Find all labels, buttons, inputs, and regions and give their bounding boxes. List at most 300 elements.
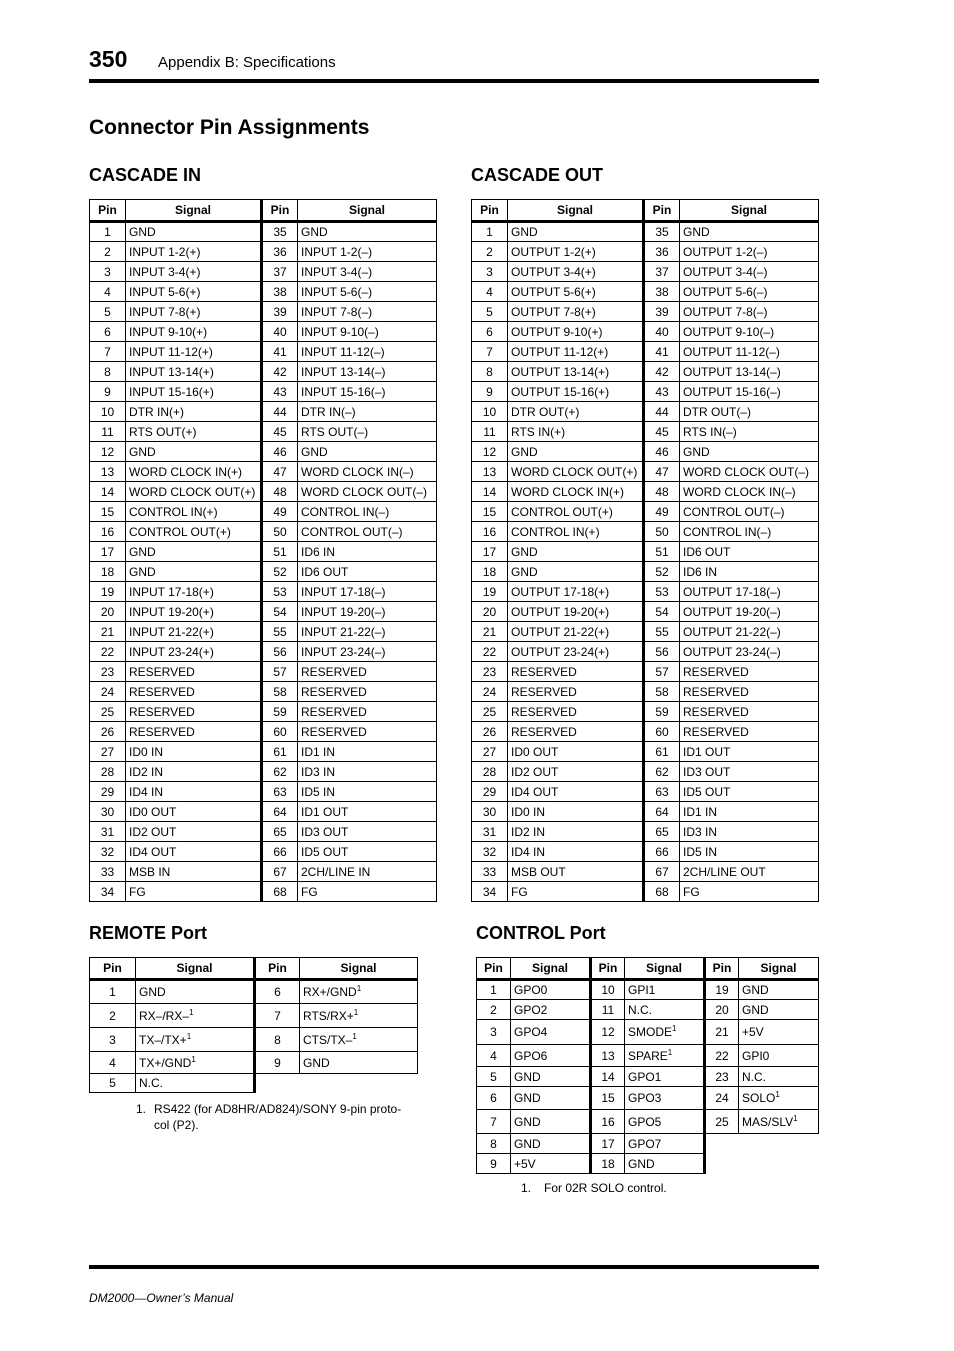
pin-cell: 22 [705,1045,739,1067]
table-row [90,622,437,642]
signal-cell: SMODE$^1$ [625,1020,705,1045]
signal-cell: OUTPUT 13-14(+) [508,362,644,382]
signal-cell: OUTPUT 13-14(–) [680,362,819,382]
signal-cell: OUTPUT 15-16(–) [680,382,819,402]
pin-cell: 4 [90,282,126,302]
col-header-pin: Pin [472,200,508,222]
pin-cell: 34 [90,882,126,902]
pin-cell: 22 [472,642,508,662]
pin-cell: 63 [644,782,680,802]
signal-cell: ID1 IN [680,802,819,822]
footnote-marker: 1 [793,1113,798,1123]
pin-cell: 58 [262,682,298,702]
signal-cell: ID1 OUT [298,802,437,822]
table-row [90,242,437,262]
pin-cell: 18 [472,562,508,582]
signal-cell: WORD CLOCK IN(+) [126,462,262,482]
pin-cell: 15 [472,502,508,522]
table-row [90,462,437,482]
signal-cell: INPUT 17-18(–) [298,582,437,602]
pin-cell: 22 [90,642,126,662]
pin-cell: 55 [262,622,298,642]
table-row [477,1134,819,1154]
pin-cell: 8 [255,1028,300,1052]
remote-footnote [136,1101,436,1135]
signal-cell: WORD CLOCK OUT(+) [126,482,262,502]
pin-cell: 9 [255,1052,300,1074]
signal-cell: GND [739,1000,819,1020]
signal-cell: $TX+/GND^1$ [136,1052,255,1074]
pin-cell: 9 [477,1154,511,1174]
col-header-signal: Signal [298,200,437,222]
table-row [90,980,418,1004]
pin-cell: 36 [644,242,680,262]
signal-cell: OUTPUT 5-6(+) [508,282,644,302]
pin-cell: 25 [705,1110,739,1134]
section-title: Appendix B: Specifications [158,54,336,71]
pin-cell: 67 [644,862,680,882]
table-row [472,882,819,902]
signal-cell: ID4 OUT [508,782,644,802]
pin-cell: 7 [472,342,508,362]
pin-cell: 68 [644,882,680,902]
signal-cell: CONTROL IN(–) [298,502,437,522]
table-row [472,422,819,442]
signal-cell: ID3 IN [680,822,819,842]
signal-cell: ID6 IN [680,562,819,582]
table-row [472,242,819,262]
pin-cell: 45 [262,422,298,442]
pin-cell: 8 [477,1134,511,1154]
pin-cell: 17 [90,542,126,562]
signal-cell: WORD CLOCK OUT(–) [680,462,819,482]
table-row [90,442,437,462]
table-row [472,702,819,722]
table-row [90,782,437,802]
pin-cell: 50 [644,522,680,542]
table-row [472,342,819,362]
pin-cell: 41 [262,342,298,362]
pin-cell: 36 [262,242,298,262]
signal-cell: OUTPUT 7-8(–) [680,302,819,322]
pin-cell: 40 [262,322,298,342]
col-header-pin: Pin [255,958,300,980]
footnote-marker: 1 [352,1031,357,1041]
pin-cell: 37 [262,262,298,282]
table-row [472,822,819,842]
pin-cell: 28 [90,762,126,782]
table-row [90,862,437,882]
signal-cell: RESERVED [298,702,437,722]
signal-cell: GND [511,1067,591,1087]
pin-cell: 14 [591,1067,625,1087]
signal-cell: OUTPUT 23-24(+) [508,642,644,662]
signal-cell: OUTPUT 23-24(–) [680,642,819,662]
signal-cell: CONTROL OUT(+) [508,502,644,522]
pin-cell: 38 [644,282,680,302]
signal-cell: INPUT 17-18(+) [126,582,262,602]
table-row [472,442,819,462]
table-row [472,502,819,522]
signal-cell: OUTPUT 21-22(–) [680,622,819,642]
table-row [90,422,437,442]
cascade-in-table [89,199,437,902]
table-row [90,522,437,542]
signal-cell: DTR IN(–) [298,402,437,422]
pin-cell: 33 [90,862,126,882]
signal-cell: WORD CLOCK IN(–) [680,482,819,502]
signal-cell: ID0 OUT [508,742,644,762]
pin-cell: 64 [262,802,298,822]
table-row [90,662,437,682]
signal-cell: INPUT 9-10(+) [126,322,262,342]
pin-cell: 2 [472,242,508,262]
signal-cell: RESERVED [680,682,819,702]
pin-cell: 18 [90,562,126,582]
empty-cell [255,1074,418,1093]
pin-cell: 66 [262,842,298,862]
pin-cell: 4 [472,282,508,302]
table-row [472,542,819,562]
signal-cell: ID0 IN [508,802,644,822]
table-row [472,282,819,302]
table-row [472,322,819,342]
pin-cell: 10 [591,980,625,1000]
table-row [472,402,819,422]
pin-cell: 3 [477,1020,511,1045]
table-row [90,502,437,522]
table-row [472,862,819,882]
pin-cell: 12 [472,442,508,462]
table-row [90,742,437,762]
footnote-marker: 1 [353,1007,359,1017]
table-row [472,602,819,622]
pin-cell: 17 [472,542,508,562]
pin-cell: 4 [90,1052,136,1074]
control-port-table [476,957,819,1174]
signal-cell: DTR OUT(–) [680,402,819,422]
signal-cell: ID1 IN [298,742,437,762]
col-header-signal: Signal [625,958,705,980]
signal-cell: RESERVED [298,682,437,702]
signal-cell: INPUT 3-4(–) [298,262,437,282]
table-row [472,582,819,602]
signal-cell: ID6 IN [298,542,437,562]
pin-cell: 9 [90,382,126,402]
pin-cell: 20 [90,602,126,622]
signal-cell: GND [126,562,262,582]
pin-cell: 21 [705,1020,739,1045]
table-row [477,1154,819,1174]
signal-cell: GND [680,222,819,242]
table-row [90,482,437,502]
pin-cell: 16 [90,522,126,542]
table-row [90,262,437,282]
pin-cell: 52 [644,562,680,582]
pin-cell: 2 [90,1004,136,1028]
signal-cell: GPO2 [511,1000,591,1020]
signal-cell: MSB IN [126,862,262,882]
pin-cell: 13 [472,462,508,482]
signal-cell: GND [680,442,819,462]
pin-cell: 64 [644,802,680,822]
pin-cell: 5 [90,1074,136,1093]
table-row [90,342,437,362]
signal-cell: WORD CLOCK IN(+) [508,482,644,502]
pin-cell: 18 [591,1154,625,1174]
pin-cell: 32 [90,842,126,862]
signal-cell: GND [511,1087,591,1110]
pin-cell: 24 [90,682,126,702]
pin-cell: 19 [472,582,508,602]
pin-cell: 5 [472,302,508,322]
signal-cell: GPO6 [511,1045,591,1067]
pin-cell: 61 [262,742,298,762]
signal-cell: INPUT 21-22(–) [298,622,437,642]
pin-cell: 21 [472,622,508,642]
signal-cell: OUTPUT 1-2(+) [508,242,644,262]
col-header-signal: Signal [136,958,255,980]
signal-cell: MSB OUT [508,862,644,882]
empty-cell [705,1154,819,1174]
signal-cell: ID4 IN [508,842,644,862]
signal-cell: GPO4 [511,1020,591,1045]
pin-cell: 56 [262,642,298,662]
col-header-pin: Pin [90,200,126,222]
pin-cell: 44 [644,402,680,422]
cascade-in-heading: CASCADE IN [89,165,202,185]
signal-cell: FG [298,882,437,902]
table-row [90,762,437,782]
header-rule [89,79,819,83]
pin-cell: 19 [90,582,126,602]
signal-cell: GND [508,542,644,562]
signal-cell: GND [136,980,255,1004]
signal-cell: INPUT 1-2(–) [298,242,437,262]
pin-cell: 59 [262,702,298,722]
table-row [472,802,819,822]
pin-cell: 6 [477,1087,511,1110]
pin-cell: 60 [262,722,298,742]
footnote-marker: 1 [186,1031,192,1041]
signal-cell: ID6 OUT [680,542,819,562]
signal-cell: OUTPUT 3-4(–) [680,262,819,282]
signal-cell: ID3 IN [298,762,437,782]
pin-cell: 65 [262,822,298,842]
signal-cell: DTR IN(+) [126,402,262,422]
table-row [472,762,819,782]
pin-cell: 11 [591,1000,625,1020]
pin-cell: 31 [90,822,126,842]
signal-cell: GND [508,442,644,462]
col-header-pin: Pin [262,200,298,222]
page-title: Connector Pin Assignments [89,116,370,139]
pin-cell: 26 [90,722,126,742]
signal-cell: 2CH/LINE IN [298,862,437,882]
pin-cell: 30 [90,802,126,822]
control-footnote [521,1180,781,1198]
signal-cell: RX–/RX–$^1$ [136,1004,255,1028]
signal-cell: CONTROL OUT(+) [126,522,262,542]
table-row [90,882,437,902]
pin-cell: 63 [262,782,298,802]
pin-cell: 24 [705,1087,739,1110]
pin-cell: 1 [90,980,136,1004]
table-row [90,542,437,562]
signal-cell: DTR OUT(+) [508,402,644,422]
signal-cell: CONTROL OUT(–) [680,502,819,522]
table-row [90,1028,418,1052]
pin-cell: 9 [472,382,508,402]
signal-cell: CONTROL OUT(–) [298,522,437,542]
signal-cell: ID5 OUT [298,842,437,862]
signal-cell: GND [298,442,437,462]
signal-cell: OUTPUT 19-20(+) [508,602,644,622]
pin-cell: 47 [644,462,680,482]
signal-cell: GPI0 [739,1045,819,1067]
table-row [90,582,437,602]
signal-cell: RESERVED [680,722,819,742]
table-row [90,722,437,742]
table-row [477,1067,819,1087]
table-row [90,222,437,242]
pin-cell: 57 [262,662,298,682]
table-row [472,842,819,862]
pin-cell: 42 [262,362,298,382]
signal-cell: N.C. [625,1000,705,1020]
signal-cell: RESERVED [508,682,644,702]
pin-cell: 61 [644,742,680,762]
signal-cell: OUTPUT 7-8(+) [508,302,644,322]
signal-cell: GND [126,442,262,462]
signal-cell: INPUT 5-6(–) [298,282,437,302]
pin-cell: 20 [705,1000,739,1020]
table-row [90,702,437,722]
table-row [472,462,819,482]
signal-cell: GPO7 [625,1134,705,1154]
pin-cell: 41 [644,342,680,362]
pin-cell: 5 [90,302,126,322]
table-row [472,782,819,802]
signal-cell: ID2 IN [126,762,262,782]
signal-cell: ID5 OUT [680,782,819,802]
pin-cell: 59 [644,702,680,722]
pin-cell: 25 [472,702,508,722]
col-header-signal: Signal [680,200,819,222]
empty-cell [705,1134,819,1154]
signal-cell: ID4 OUT [126,842,262,862]
signal-cell: RTS IN(+) [508,422,644,442]
pin-cell: 7 [477,1110,511,1134]
pin-cell: 14 [472,482,508,502]
signal-cell: CONTROL IN(–) [680,522,819,542]
pin-cell: 3 [90,262,126,282]
table-row [90,802,437,822]
signal-cell: OUTPUT 1-2(–) [680,242,819,262]
signal-cell: INPUT 11-12(+) [126,342,262,362]
signal-cell: ID5 IN [680,842,819,862]
table-row [90,302,437,322]
table-row [90,822,437,842]
signal-cell: ID0 IN [126,742,262,762]
pin-cell: 15 [591,1087,625,1110]
pin-cell: 51 [644,542,680,562]
signal-cell: N.C. [739,1067,819,1087]
signal-cell: ID4 IN [126,782,262,802]
signal-cell: INPUT 21-22(+) [126,622,262,642]
signal-cell: GND [625,1154,705,1174]
signal-cell: SPARE$^1$ [625,1045,705,1067]
pin-cell: 67 [262,862,298,882]
footnote-text: For 02R SOLO control. [544,1181,667,1195]
table-row [90,1074,418,1093]
signal-cell: GND [508,562,644,582]
signal-cell: RTS OUT(+) [126,422,262,442]
signal-cell: INPUT 19-20(+) [126,602,262,622]
signal-cell: OUTPUT 11-12(–) [680,342,819,362]
footnote-marker: 1 [672,1024,677,1033]
pin-cell: 16 [591,1110,625,1134]
pin-cell: 50 [262,522,298,542]
pin-cell: 39 [644,302,680,322]
signal-cell: ID2 OUT [508,762,644,782]
signal-cell: GND [508,222,644,242]
signal-cell: RESERVED [126,662,262,682]
pin-cell: 6 [472,322,508,342]
signal-cell: RESERVED [508,722,644,742]
pin-cell: 40 [644,322,680,342]
table-row [472,222,819,242]
table-row [90,322,437,342]
col-header-signal: Signal [126,200,262,222]
signal-cell: FG [508,882,644,902]
cascade-out-heading: CASCADE OUT [471,165,604,185]
footnote-marker: 1 [356,984,362,993]
pin-cell: 13 [591,1045,625,1067]
signal-cell: OUTPUT 9-10(–) [680,322,819,342]
pin-cell: 2 [90,242,126,262]
signal-cell: INPUT 15-16(–) [298,382,437,402]
col-header-pin: Pin [591,958,625,980]
pin-cell: 23 [705,1067,739,1087]
signal-cell: GND [126,542,262,562]
pin-cell: 47 [262,462,298,482]
signal-cell: GPO0 [511,980,591,1000]
signal-cell: CONTROL IN(+) [508,522,644,542]
signal-cell: INPUT 19-20(–) [298,602,437,622]
signal-cell: WORD CLOCK IN(–) [298,462,437,482]
signal-cell: OUTPUT 3-4(+) [508,262,644,282]
pin-cell: 35 [262,222,298,242]
signal-cell: ID3 OUT [680,762,819,782]
signal-cell: INPUT 5-6(+) [126,282,262,302]
signal-cell: GND [126,222,262,242]
col-header-signal: Signal [300,958,418,980]
pin-cell: 2 [477,1000,511,1020]
remote-port-table [89,957,418,1093]
page-number: 350 [89,46,128,72]
pin-cell: 39 [262,302,298,322]
pin-cell: 13 [90,462,126,482]
pin-cell: 12 [591,1020,625,1045]
signal-cell: SOLO$^1$ [739,1087,819,1110]
pin-cell: 55 [644,622,680,642]
table-row [472,742,819,762]
col-header-signal: Signal [508,200,644,222]
signal-cell: $RX+/GND^1$ [300,980,418,1004]
col-header-pin: Pin [705,958,739,980]
pin-cell: 62 [262,762,298,782]
